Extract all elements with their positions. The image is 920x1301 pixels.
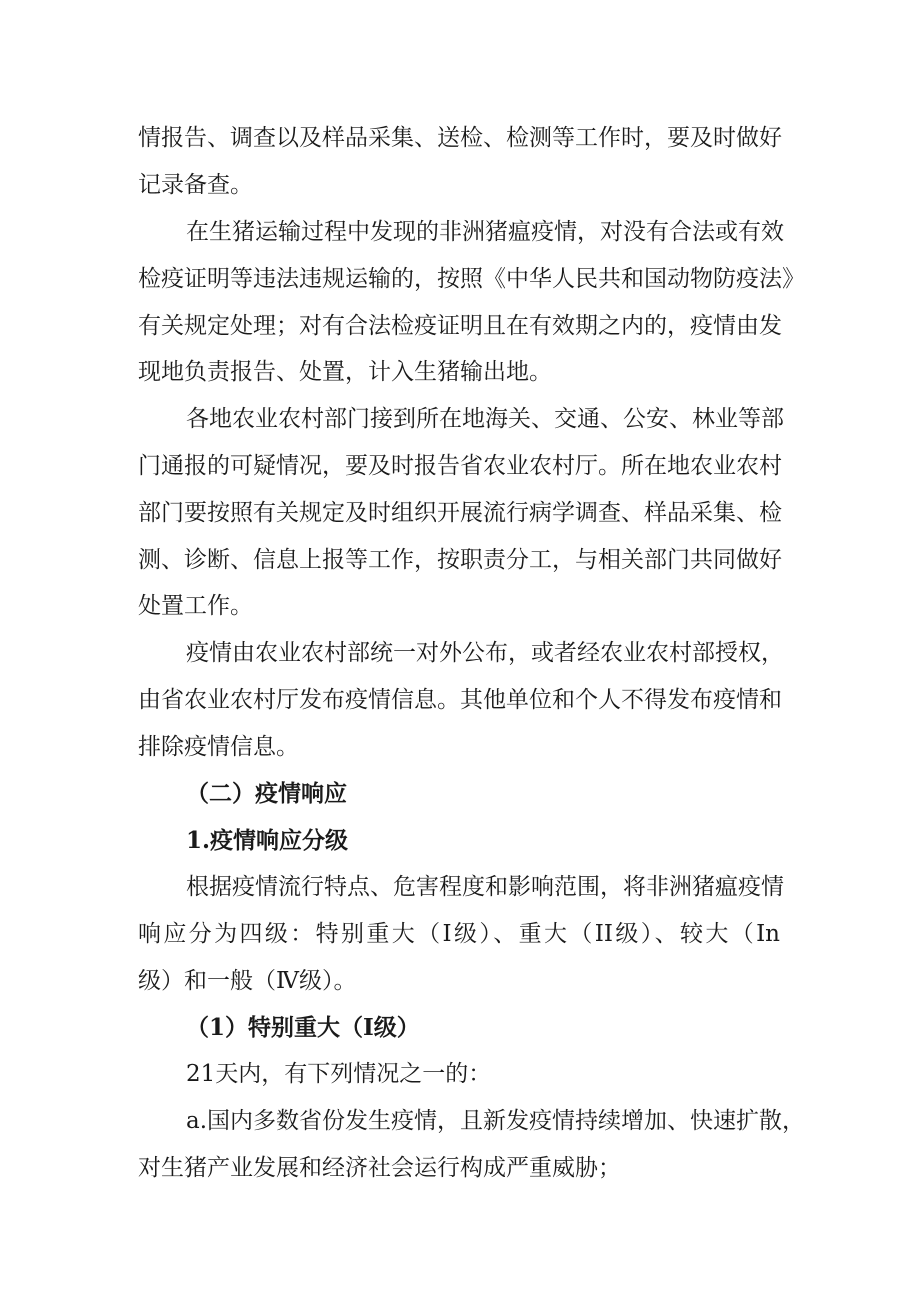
text-line: 级）和一般（Ⅳ级）。 [138,968,357,994]
text-line: 测、诊断、信息上报等工作，按职责分工，与相关部门共同做好 [138,547,782,573]
level-heading: （1）特别重大（Ⅰ级） [186,1014,420,1041]
subsection-heading: 1.疫情响应分级 [186,827,349,854]
text-line: 排除疫情信息。 [138,734,299,760]
text-line: 检疫证明等违法违规运输的，按照《中华人民共和国动物防疫法》 [138,266,805,292]
text-line: 对生猪产业发展和经济社会运行构成严重威胁； [138,1155,621,1181]
text-line: 21天内，有下列情况之一的： [186,1061,492,1087]
text-line: 处置工作。 [138,593,253,619]
text-line: 由省农业农村厅发布疫情信息。其他单位和个人不得发布疫情和 [138,687,782,713]
text-line: 响应分为四级：特别重大（Ⅰ级）、重大（II级）、较大（In [138,921,780,947]
text-line: 情报告、调查以及样品采集、送检、检测等工作时，要及时做好 [138,125,782,151]
paragraph-first-line: 在生猪运输过程中发现的非洲猪瘟疫情，对没有合法或有效 [186,219,784,245]
text-line: 记录备查。 [138,172,253,198]
text-line: 有关规定处理；对有合法检疫证明且在有效期之内的，疫情由发 [138,313,782,339]
list-item-a: a.国内多数省份发生疫情，且新发疫情持续增加、快速扩散， [186,1108,806,1134]
paragraph-first-line: 各地农业农村部门接到所在地海关、交通、公安、林业等部 [186,406,784,432]
text-line: 现地负责报告、处置，计入生猪输出地。 [138,359,552,385]
paragraph-first-line: 根据疫情流行特点、危害程度和影响范围，将非洲猪瘟疫情 [186,874,784,900]
section-heading: （二）疫情响应 [186,780,347,807]
text-line: 门通报的可疑情况，要及时报告省农业农村厅。所在地农业农村 [138,453,782,479]
text-line: 部门要按照有关规定及时组织开展流行病学调查、样品采集、检 [138,500,782,526]
paragraph-first-line: 疫情由农业农村部统一对外公布，或者经农业农村部授权， [186,640,784,666]
